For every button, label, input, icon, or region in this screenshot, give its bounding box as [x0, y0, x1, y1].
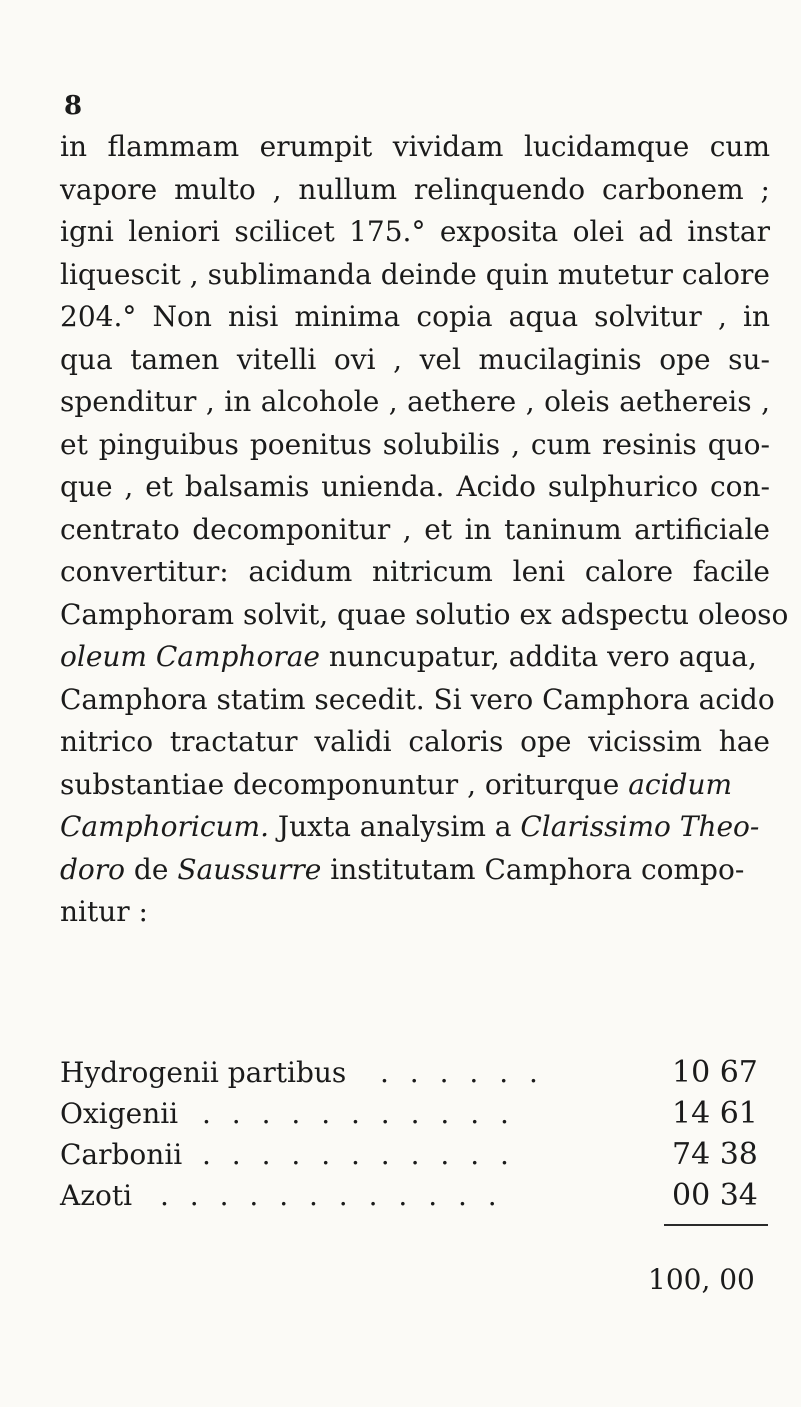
page-number: 8	[64, 91, 83, 121]
text-line: vapore multo , nullum relinquendo carbonem ;	[60, 172, 770, 206]
text-line: liquescit , sublimanda deinde quin mutetur calore	[60, 257, 770, 291]
composition-row	[60, 1175, 770, 1216]
text-line: Camphoram solvit, quae solutio ex adspectu oleoso	[60, 597, 789, 631]
text-line	[60, 806, 770, 849]
italic-term: Clarissimo Theo-	[520, 810, 760, 843]
text-fragment: nuncupatur, addita vero aqua,	[320, 640, 757, 673]
leader-dots: . . . . . . . . . . . .	[160, 1179, 503, 1212]
italic-term: oleum Camphorae	[60, 640, 320, 673]
element-label: Azoti	[60, 1179, 133, 1212]
text-fragment: Juxta analysim a	[269, 810, 521, 843]
composition-table	[60, 1052, 770, 1216]
element-value: 10 67	[672, 1055, 758, 1090]
leader-dots: . . . . . . . . . . .	[202, 1097, 515, 1130]
italic-term: doro	[60, 852, 126, 886]
text-line: 204.° Non nisi minima copia aqua solvitur , in	[60, 300, 770, 333]
text-line: nitur :	[60, 895, 148, 928]
text-line: Camphora statim secedit. Si vero Camphora acido	[60, 682, 775, 716]
composition-row	[60, 1093, 770, 1134]
italic-term: acidum	[628, 767, 733, 801]
text-fragment: institutam Camphora compo-	[321, 852, 745, 886]
text-line: spenditur , in alcohole , aethere , oleis aethereis ,	[60, 385, 770, 418]
text-line	[60, 636, 770, 679]
leader-dots: . . . . . . . . . . .	[202, 1138, 515, 1171]
text-line	[60, 849, 770, 892]
total-rule	[664, 1224, 768, 1226]
text-line: in flammam erumpit vividam lucidamque cum	[60, 130, 770, 163]
text-fragment: de	[125, 852, 178, 886]
element-value: 00 34	[672, 1178, 758, 1213]
leader-dots: . . . . . .	[380, 1056, 544, 1089]
element-value: 14 61	[672, 1096, 758, 1131]
body-text	[60, 126, 789, 934]
italic-term: Saussurre	[177, 852, 322, 886]
text-line: que , et balsamis unienda. Acido sulphurico con-	[60, 470, 770, 503]
element-value: 74 38	[672, 1137, 758, 1172]
text-line: igni leniori scilicet 175.° exposita olei ad instar	[60, 215, 770, 248]
total-value: 100, 00	[648, 1263, 755, 1296]
text-line: convertitur: acidum nitricum leni calore facile	[60, 555, 770, 588]
text-line: centrato decomponitur , et in taninum artificiale	[60, 512, 770, 546]
composition-row	[60, 1052, 770, 1093]
element-label: Oxigenii	[60, 1097, 179, 1130]
text-line	[60, 764, 770, 807]
text-fragment: substantiae decomponuntur , oriturque	[60, 767, 629, 801]
element-label: Hydrogenii partibus	[60, 1056, 347, 1089]
text-line: qua tamen vitelli ovi , vel mucilaginis ope su-	[60, 342, 770, 376]
text-line: nitrico tractatur validi caloris ope vicissim hae	[60, 725, 770, 758]
element-label: Carbonii	[60, 1138, 183, 1171]
italic-term: Camphoricum.	[60, 810, 269, 843]
text-line: et pinguibus poenitus solubilis , cum resinis quo-	[60, 427, 770, 461]
composition-row	[60, 1134, 770, 1175]
